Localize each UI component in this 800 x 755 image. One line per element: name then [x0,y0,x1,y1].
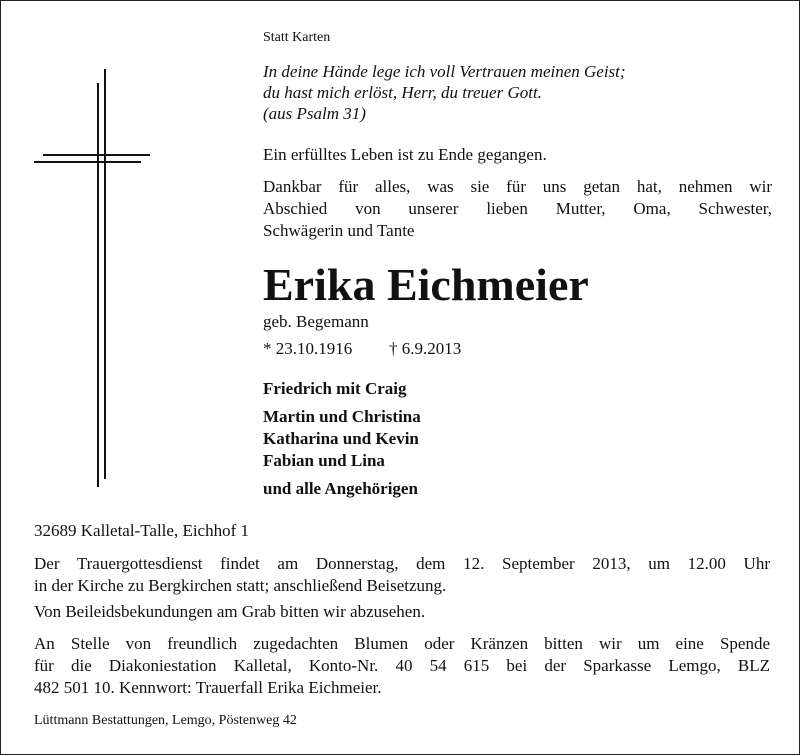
relative-entry: Friedrich mit Craig [263,379,407,398]
quote-line: In deine Hände lege ich voll Vertrauen meinen Geist; [263,62,626,81]
relative-entry: Martin und Christina [263,407,421,426]
dedication-text [263,176,772,242]
service-info [34,553,770,597]
dedication-line: Dankbar für alles, was sie für uns getan hat, nehmen wir [263,177,772,196]
address: 32689 Kalletal-Talle, Eichhof 1 [34,521,250,540]
service-line: in der Kirche zu Bergkirchen statt; anschließend Beisetzung. [34,576,447,595]
statt-karten-label: Statt Karten [263,30,331,45]
deceased-name: Erika Eichmeier [263,259,589,310]
donation-line: An Stelle von freundlich zugedachten Blumen oder Kränzen bitten wir um eine Spende [34,634,770,653]
birth-name: geb. Begemann [263,312,369,331]
service-line: Der Trauergottesdienst findet am Donnerstag, dem 12. September 2013, um 12.00 Uhr [34,554,770,573]
psalm-quote [263,61,626,124]
intro-text: Ein erfülltes Leben ist zu Ende gegangen. [263,145,547,164]
undertaker-info: Lüttmann Bestattungen, Lemgo, Pöstenweg 42 [34,713,297,728]
donation-line: für die Diakoniestation Kalletal, Konto-Nr. 40 54 615 bei der Sparkasse Lemgo, BLZ [34,656,770,675]
dedication-line: Schwägerin und Tante [263,221,415,240]
quote-source: (aus Psalm 31) [263,104,366,123]
donation-info [34,633,770,699]
died-date: † 6.9.2013 [389,339,462,358]
relative-entry: Fabian und Lina [263,451,385,470]
condolences-note: Von Beileidsbekundungen am Grab bitten wir abzusehen. [34,602,426,621]
donation-line: 482 501 10. Kennwort: Trauerfall Erika Eichmeier. [34,678,382,697]
dedication-line: Abschied von unserer lieben Mutter, Oma, Schwester, [263,199,772,218]
quote-line: du hast mich erlöst, Herr, du treuer Gott. [263,83,542,102]
relative-entry: Katharina und Kevin [263,429,419,448]
relative-entry: und alle Angehörigen [263,479,418,498]
born-date: * 23.10.1916 [263,339,353,358]
